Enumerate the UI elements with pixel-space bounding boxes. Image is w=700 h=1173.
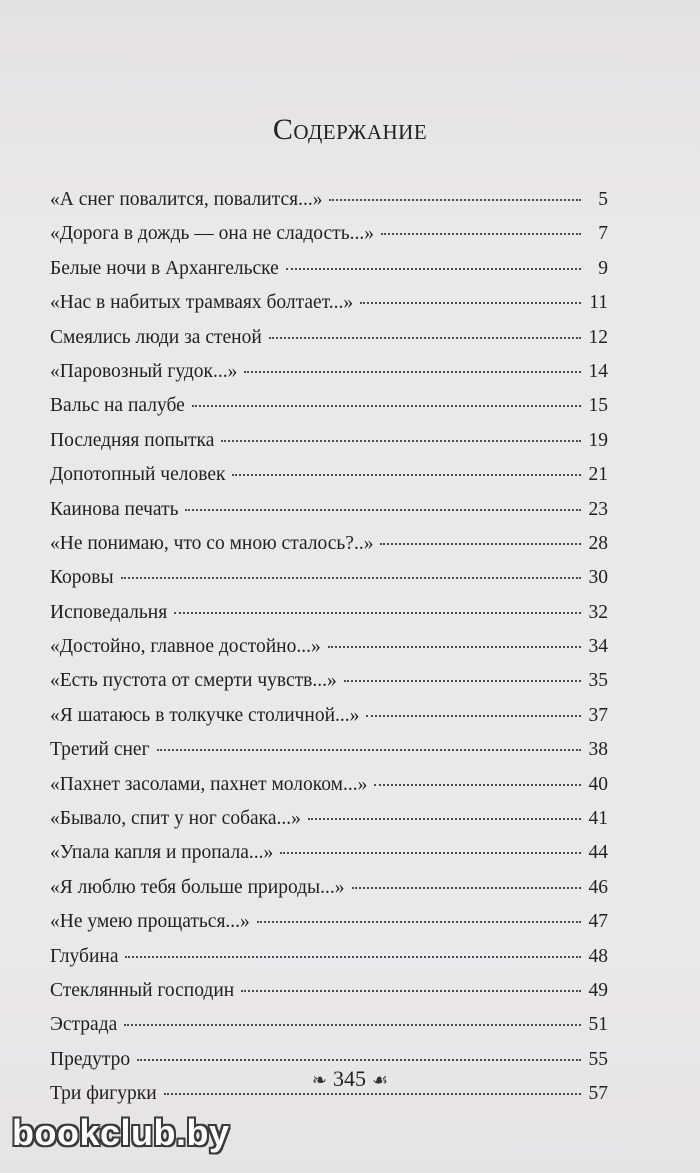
- toc-dot-leader: [328, 645, 581, 648]
- toc-entry: [50, 424, 608, 458]
- toc-entry: [50, 561, 608, 595]
- toc-entry-page: 38: [588, 739, 608, 761]
- toc-dot-leader: [157, 748, 581, 751]
- toc-dot-leader: [185, 508, 581, 511]
- toc-entry-title: Последняя попытка: [50, 429, 215, 451]
- toc-dot-leader: [269, 336, 581, 339]
- toc-dot-leader: [352, 886, 581, 889]
- toc-entry-page: 7: [598, 223, 608, 245]
- toc-entry-page: 32: [588, 601, 608, 623]
- toc-dot-leader: [381, 232, 581, 235]
- watermark: bookclub.by: [12, 1112, 230, 1153]
- toc-entry-page: 34: [588, 636, 608, 658]
- toc-entry-page: 5: [598, 189, 608, 210]
- toc-dot-leader: [360, 301, 581, 304]
- toc-entry: [50, 252, 608, 286]
- toc-dot-leader: [344, 679, 581, 682]
- toc-entry-page: 46: [588, 876, 608, 898]
- toc-dot-leader: [164, 1092, 581, 1095]
- toc-entry-page: 9: [598, 257, 608, 279]
- toc-entry-page: 55: [588, 1048, 608, 1070]
- toc-entry-title: «Дорога в дождь — она не сладость...»: [50, 223, 374, 245]
- page-title: Содержание: [272, 113, 428, 146]
- toc-dot-leader: [244, 370, 581, 373]
- toc-entry-title: Стеклянный господин: [50, 979, 235, 1001]
- toc-entry: [50, 664, 608, 698]
- toc-entry: [50, 974, 608, 1008]
- toc-entry-title: «А снег повалится, повалится...»: [50, 189, 323, 210]
- toc-entry: [50, 836, 608, 870]
- toc-dot-leader: [380, 542, 581, 545]
- toc-entry-page: 21: [588, 464, 608, 486]
- toc-dot-leader: [125, 955, 581, 958]
- toc-entry-title: «Бывало, спит у ног собака...»: [50, 808, 301, 830]
- toc-entry: [50, 768, 608, 802]
- toc-entry-title: Вальс на палубе: [50, 395, 185, 417]
- toc-entry: [50, 527, 608, 561]
- toc-dot-leader: [232, 473, 581, 476]
- toc-entry-page: 30: [588, 567, 608, 589]
- toc-entry-title: Смеялись люди за стеной: [50, 326, 262, 348]
- toc-entry-title: «Нас в набитых трамваях болтает...»: [50, 292, 354, 314]
- toc-entry: [50, 940, 608, 974]
- toc-entry: [50, 1008, 608, 1042]
- toc-entry: [50, 183, 608, 217]
- toc-entry-page: 35: [588, 670, 608, 692]
- toc-entry-page: 57: [588, 1083, 608, 1105]
- toc-entry: [50, 321, 608, 355]
- toc-dot-leader: [137, 1058, 581, 1061]
- toc-entry-page: 12: [588, 326, 608, 348]
- toc-dot-leader: [121, 576, 581, 579]
- toc-dot-leader: [221, 439, 581, 442]
- toc-entry-title: Глубина: [50, 945, 119, 967]
- toc-entry-page: 19: [588, 429, 608, 451]
- toc-entry-title: Каинова печать: [50, 498, 179, 520]
- toc-entry-title: «Я люблю тебя больше природы...»: [50, 876, 345, 898]
- toc-entry: [50, 596, 608, 630]
- toc-entry: [50, 286, 608, 320]
- table-of-contents: [50, 183, 608, 1112]
- toc-entry-title: «Не умею прощаться...»: [50, 911, 250, 933]
- toc-entry-title: «Не понимаю, что со мною сталось?..»: [50, 532, 374, 554]
- toc-entry-title: Белые ночи в Архангельске: [50, 257, 279, 279]
- toc-entry: [50, 802, 608, 836]
- toc-entry-page: 48: [588, 945, 608, 967]
- ornament-left-icon: ❧: [311, 1070, 327, 1091]
- toc-entry-page: 44: [588, 842, 608, 864]
- toc-entry-page: 49: [588, 979, 608, 1001]
- toc-entry-page: 11: [589, 292, 608, 314]
- toc-entry-page: 51: [588, 1014, 608, 1036]
- toc-entry: [50, 493, 608, 527]
- toc-entry-page: 15: [588, 395, 608, 417]
- toc-entry: [50, 217, 608, 251]
- toc-entry-title: Три фигурки: [50, 1083, 157, 1105]
- toc-dot-leader: [374, 783, 581, 786]
- toc-dot-leader: [257, 920, 581, 923]
- toc-entry-title: Эстрада: [50, 1014, 118, 1036]
- toc-entry: [50, 699, 608, 733]
- toc-entry-title: «Достойно, главное достойно...»: [50, 636, 321, 658]
- toc-entry-title: «Есть пустота от смерти чувств...»: [50, 670, 337, 692]
- toc-dot-leader: [241, 989, 581, 992]
- ornament-right-icon: ☙: [371, 1070, 389, 1091]
- toc-entry-title: «Упала капля и пропала...»: [50, 842, 274, 864]
- toc-entry-title: «Пахнет засолами, пахнет молоком...»: [50, 773, 368, 795]
- toc-dot-leader: [286, 267, 581, 270]
- page-number: 345: [332, 1066, 366, 1091]
- toc-dot-leader: [174, 611, 581, 614]
- toc-entry: [50, 458, 608, 492]
- toc-entry-title: Коровы: [50, 567, 114, 589]
- toc-entry-title: Исповедальня: [50, 601, 168, 623]
- toc-dot-leader: [308, 817, 581, 820]
- toc-dot-leader: [366, 714, 581, 717]
- toc-entry-page: 47: [588, 911, 608, 933]
- toc-entry: [50, 389, 608, 423]
- toc-dot-leader: [124, 1023, 581, 1026]
- toc-entry: [50, 733, 608, 767]
- toc-entry: [50, 871, 608, 905]
- toc-dot-leader: [280, 851, 581, 854]
- toc-entry-title: Предутро: [50, 1048, 131, 1070]
- toc-dot-leader: [329, 198, 581, 201]
- toc-entry-page: 40: [588, 773, 608, 795]
- toc-dot-leader: [192, 404, 581, 407]
- toc-entry-title: Допотопный человек: [50, 464, 226, 486]
- toc-entry-page: 41: [588, 808, 608, 830]
- toc-entry-page: 28: [588, 532, 608, 554]
- toc-entry-page: 23: [588, 498, 608, 520]
- toc-entry: [50, 905, 608, 939]
- toc-entry-page: 14: [588, 360, 608, 382]
- toc-entry-title: «Я шатаюсь в толкучке столичной...»: [50, 704, 360, 726]
- toc-entry: [50, 630, 608, 664]
- toc-entry: [50, 355, 608, 389]
- toc-entry-page: 37: [588, 704, 608, 726]
- page-footer: [0, 1066, 700, 1092]
- toc-entry-title: «Паровозный гудок...»: [50, 360, 238, 382]
- toc-entry-title: Третий снег: [50, 739, 150, 761]
